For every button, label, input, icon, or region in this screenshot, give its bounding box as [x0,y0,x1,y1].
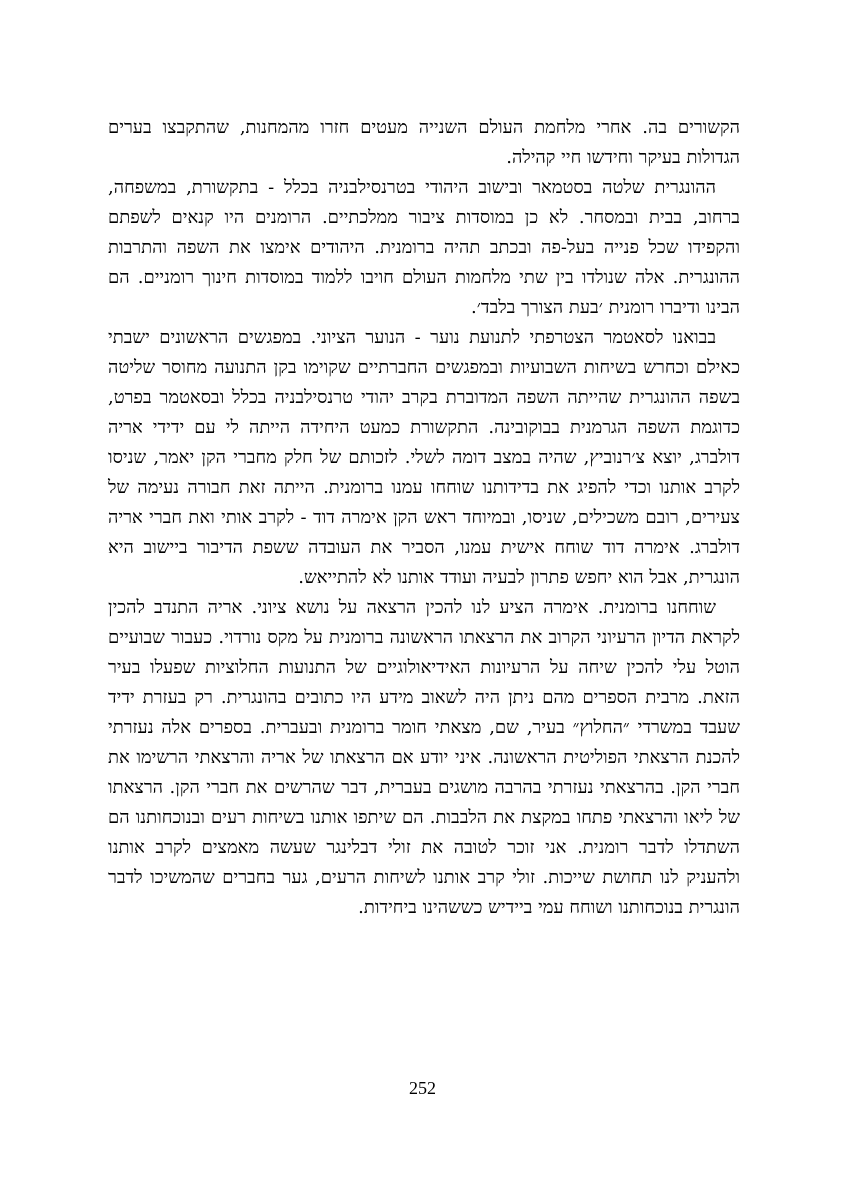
paragraph-2: ההונגרית שלטה בסטמאר ובישוב היהודי בטרנסילבניה בכלל - בתקשורת, במשפחה, ברחוב, בבית ובמסחר. לא כן במוסדות ציבור ממלכתיים. הרומנים היו קנאים לשפתם והקפידו שכל פנייה בעל-פה ובכתב תהיה ברומנית. היהודים אימצו את השפה והתרבות ההונגרית. אלה שנולדו בין שתי מלחמות העולם חויבו ללמוד במוסדות חינוך רומניים. הם הבינו ודיברו רומנית ׳בעת הצורך בלבד׳. [108,177,740,318]
paragraph-4: שוחחנו ברומנית. אימרה הציע לנו להכין הרצאה על נושא ציוני. אריה התנדב להכין לקראת הדיון הרעיוני הקרוב את הרצאתו הראשונה ברומנית על מקס נורדוי. כעבור שבועיים הוטל עלי להכין שיחה על הרעיונות האידיאולוגיים של התנועות החלוציות שפעלו בעיר הזאת. מרבית הספרים מהם ניתן היה לשאוב מידע היו כתובים בהונגרית. רק בעזרת ידיד שעבד במשרדי ״החלוץ״ בעיר, שם, מצאתי חומר ברומנית ובעברית. בספרים אלה נעזרתי להכנת הרצאתי הפוליטית הראשונה. איני יודע אם הרצאתו של אריה והרצאתי הרשימו את חברי הקן. בהרצאתי נעזרתי בהרבה מושגים בעברית, דבר שהרשים את חברי הקן. הרצאתו של ליאו והרצאתי פתחו במקצת את הלבבות. הם שיתפו אותנו בשיחות רעים ובנוכחותנו הם השתדלו לדבר רומנית. אני זוכר לטובה את זולי דבלינגר שעשה מאמצים לקרב אותנו ולהעניק לנו תחושת שייכות. זולי קרב אותנו לשיחות הרעים, גער בחברים שהמשיכו לדבר הונגרית בנוכחותנו ושוחח עמי ביידיש כששהינו ביחידות. [108,597,740,918]
page-number: 252 [409,1078,436,1098]
paragraph-1: הקשורים בה. אחרי מלחמת העולם השנייה מעטים חזרו מהמחנות, שהתקבצו בערים הגדולות בעיקר וחידשו חיי קהילה. [108,117,740,168]
text-body [108,113,740,923]
paragraph-3: בבואנו לסאטמר הצטרפתי לתנועת נוער - הנוער הציוני. במפגשים הראשונים ישבתי כאילם וכחרש בשיחות השבועיות ובמפגשים החברתיים שקוימו בקן התנועה מחוסר שליטה בשפה ההונגרית שהייתה השפה המדוברת בקרב יהודי טרנסילבניה בכלל ובסאטמר בפרט, כדוגמת השפה הגרמנית בבוקובינה. התקשורת כמעט היחידה הייתה לי עם ידידי אריה דולברג, יוצא צ׳רנוביץ, שהיה במצב דומה לשלי. לזכותם של חלק מחברי הקן יאמר, שניסו לקרב אותנו וכדי להפיג את בדידותנו שוחחו עמנו ברומנית. הייתה זאת חבורה נעימה של צעירים, רובם משכילים, שניסו, ובמיוחד ראש הקן אימרה דוד - לקרב אותי ואת חברי אריה דולברג. אימרה דוד שוחח אישית עמנו, הסביר את העובדה ששפת הדיבור ביישוב היא הונגרית, אבל הוא יחפש פתרון לבעיה ועודד אותנו לא להתייאש. [108,327,740,588]
